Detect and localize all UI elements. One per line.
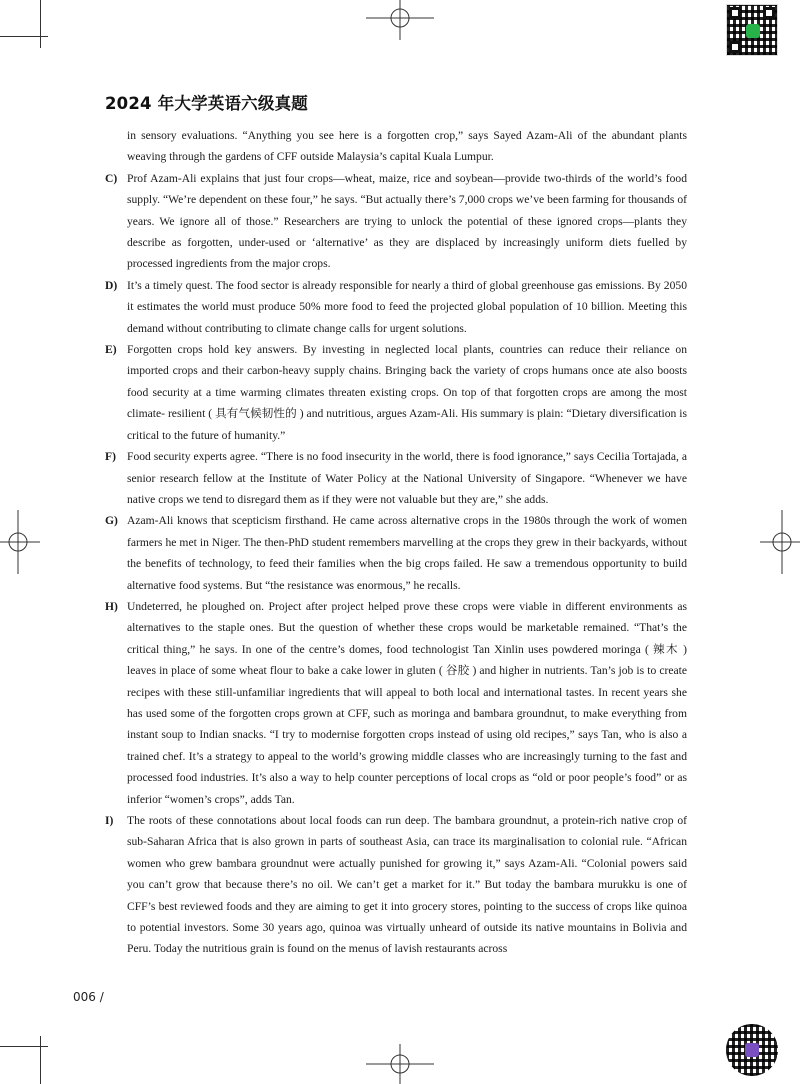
crop-mark-top-left-v <box>40 0 41 48</box>
paragraph-letter: I) <box>105 814 114 827</box>
page-number: 006 / <box>73 990 104 1004</box>
document-body <box>105 125 687 960</box>
paragraph <box>105 510 687 596</box>
paragraph-text: Food security experts agree. “There is no food insecurity in the world, there is food ignorance,” says Cecilia Tortajada, a senior research fellow at the Institute of Water Policy at the National University of Singapore. “Whenever we have native crops we tend to disregard them as if they were not valuable but they are,” she adds. <box>127 450 687 506</box>
paragraph-text: in sensory evaluations. “Anything you see here is a forgotten crop,” says Sayed Azam-Ali of the abundant plants weaving through the gardens of CFF outside Malaysia’s capital Kuala Lumpur. <box>127 129 687 164</box>
paragraph-letter <box>105 125 127 168</box>
qr-code-top-right-icon <box>726 4 778 56</box>
paragraph <box>105 810 687 960</box>
paragraph-text: Azam-Ali knows that scepticism firsthand. He came across alternative crops in the 1980s through the work of women farmers he met in Niger. The then-PhD student remembers marvelling at the crops they grew in their backyards, without the benefits of technology, to feed their families when the big crops failed. He saw a tremendous opportunity to build alternative food systems. But “the resistance was enormous,” he recalls. <box>127 514 687 592</box>
qr-code-bottom-right-icon <box>726 1024 778 1076</box>
paragraph <box>105 125 687 168</box>
registration-mark-right-icon <box>760 510 800 574</box>
paragraph-text: Prof Azam-Ali explains that just four crops—wheat, maize, rice and soybean—provide two-thirds of the world’s food supply. “We’re dependent on these four,” he says. “But actually there’s 7,000 crops we’ve been farming for thousands of years. We ignore all of those.” Researchers are trying to unlock the potential of these ignored crops—plants they describe as forgotten, under-used or ‘alternative’ as they are displaced by increasingly uniform diets fuelled by processed ingredients from the major crops. <box>127 171 687 271</box>
paragraph-text: It’s a timely quest. The food sector is already responsible for nearly a third of global greenhouse gas emissions. By 2050 it estimates the world must produce 50% more food to feed the projected global population of 10 billion. Meeting this demand without contributing to climate change calls for urgent solutions. <box>127 278 687 335</box>
page-title: 2024 年大学英语六级真题 <box>105 94 308 113</box>
paragraph-text: Forgotten crops hold key answers. By investing in neglected local plants, countries can reduce their reliance on imported crops and their carbon-heavy supply chains. Bringing back the variety of crops humans once ate also boosts food security at a time warming climates threaten existing crops. On top of that forgotten crops are among the most climate- resilient ( 具有气候韧性的 ) and nutritious, argues Azam-Ali. His summary is plain: “Dietary diversification is critical to the future of humanity.” <box>127 343 687 442</box>
paragraph-letter: C) <box>105 171 118 185</box>
registration-mark-top-icon <box>366 0 434 40</box>
registration-mark-bottom-icon <box>366 1044 434 1084</box>
registration-mark-left-icon <box>0 510 40 574</box>
paragraph-letter: D) <box>105 278 118 292</box>
crop-mark-top-left-h <box>0 36 48 37</box>
paragraph <box>105 339 687 446</box>
crop-mark-bottom-left-v <box>40 1036 41 1084</box>
crop-mark-bottom-left-h <box>0 1046 48 1047</box>
paragraph <box>105 168 687 275</box>
paragraph-letter: F) <box>105 450 116 464</box>
paragraph-text: Undeterred, he ploughed on. Project after project helped prove these crops were viable in different environments as alternatives to the staple ones. But the question of whether these crops would be marketable remained. “That’s the critical thing,” he says. In one of the centre’s domes, food technologist Tan Xinlin uses powdered moringa ( 辣木 ) leaves in place of some wheat flour to bake a cake lower in gluten ( 谷胶 ) and higher in nutrients. Tan’s job is to create recipes with these still-unfamiliar ingredients that will appeal to both local and international tastes. In recent years she has used some of the forgotten crops grown at CFF, such as moringa and bambara groundnut, to make everything from instant soup to Indian snacks. “I try to modernise forgotten crops instead of using old recipes,” says Tan, who is also a trained chef. It’s a strategy to appeal to the world’s growing middle classes who are increasingly turning to the fast and processed food industries. It’s also a way to help counter perceptions of local crops as “old or poor people’s food” or as inferior “women’s crops”, adds Tan. <box>127 599 687 806</box>
paragraph <box>105 596 687 810</box>
paragraph-letter: E) <box>105 343 117 357</box>
paragraph-letter: G) <box>105 514 118 528</box>
paragraph-letter: H) <box>105 599 118 613</box>
paragraph <box>105 446 687 510</box>
paragraph-text: The roots of these connotations about local foods can run deep. The bambara groundnut, a protein-rich native crop of sub-Saharan Africa that is also grown in parts of southeast Asia, can trace its marginalisation to colonial rule. “African women who grew bambara groundnut were actually punished for growing it,” says Azam-Ali. “Colonial powers said you can’t grow that because there’s no oil. We can’t get a market for it.” But today the bambara murukku is one of CFF’s best reviewed foods and they are aiming to get it into grocery stores, pointing to the success of crops like quinoa to potential investors. Some 30 years ago, quinoa was virtually unheard of outside its native mountains in Bolivia and Peru. Today the nutritious grain is found on the menus of lavish restaurants across <box>127 814 687 956</box>
paragraph <box>105 275 687 339</box>
